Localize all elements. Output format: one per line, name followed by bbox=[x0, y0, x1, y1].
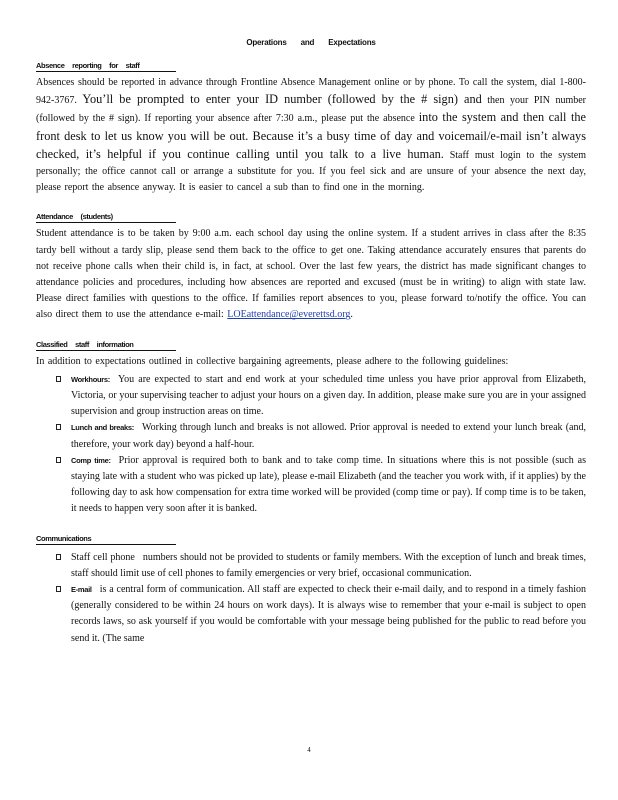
bullet-text: You are expected to start and end work at your scheduled time unless you have prior approval from Elizabeth, Victoria, or your supervising teacher to adjust your hours on a given day. In addition, please make sure you are in your assigned supervision and group instruction areas on time. bbox=[71, 373, 586, 418]
absence-text-1: Absences should be reported in advance through Frontline Absence Management online or by phone. To call the system, dial 1-800-942-3767. bbox=[36, 77, 586, 107]
communications-heading: Communications bbox=[36, 534, 176, 545]
communications-section bbox=[36, 528, 586, 647]
classified-section bbox=[36, 334, 586, 518]
page-title: Operations and Expectations bbox=[246, 38, 376, 47]
attendance-text-end: . bbox=[350, 309, 353, 321]
bullet-text: Prior approval is required both to bank and to take comp time. In situations where this is not possible (such as staying late with a student who was picked up late), please e-mail Elizabeth (and the teacher you work with, if it applies) by the following day to ask how compensation for extra time worked will be provided (comp time or pay). If comp time is to be taken, it needs to happen very soon after it is banked. bbox=[71, 454, 586, 515]
bullet-text: is a central form of communication. All staff are expected to check their e-mail daily, and to respond in a timely fashion (generally considered to be within 24 hours on work days). It is always wise to remember that your e-mail is subject to open records laws, so ask yourself if you would be comfortable with your message being published for the public to read before you send it. (The same bbox=[71, 584, 586, 644]
list-item bbox=[56, 550, 586, 582]
checkbox-bullet-icon bbox=[56, 586, 61, 592]
absence-heading: Absence reporting for staff bbox=[36, 61, 176, 72]
bullet-text: Working through lunch and breaks is not allowed. Prior approval is needed to extend your lunch break (and, therefore, your work day) beyond a half-hour. bbox=[71, 422, 586, 450]
absence-section bbox=[36, 55, 586, 196]
absence-text-3: then your PIN number (followed by the # sign). If reporting your absence after 7:30 a.m., please put the absence bbox=[36, 95, 586, 125]
list-item bbox=[56, 420, 586, 452]
checkbox-bullet-icon bbox=[56, 376, 61, 382]
absence-text-2: You’ll be prompted to enter your ID number (followed by the # sign) and bbox=[82, 92, 482, 107]
bullet-lead: E-mail bbox=[71, 585, 92, 595]
absence-text-4: into the system and then call the front desk to let us know you will be out. Because it’s a busy time of day and voicemail/e-mail isn’t always checked, it’s helpful if you continue calling until you talk to a live human. bbox=[36, 110, 586, 161]
checkbox-bullet-icon bbox=[56, 554, 61, 560]
communications-bullet-list bbox=[36, 550, 586, 647]
bullet-text: numbers should not be provided to students or family members. With the exception of lunch and break times, staff should limit use of cell phones to family emergencies or very brief, occasional communication. bbox=[71, 551, 586, 579]
attendance-section bbox=[36, 206, 586, 323]
checkbox-bullet-icon bbox=[56, 457, 61, 463]
bullet-lead: Lunch and breaks: bbox=[71, 423, 134, 433]
page-number: 4 bbox=[307, 746, 311, 754]
classified-heading: Classified staff information bbox=[36, 340, 176, 351]
attendance-email-link[interactable]: LOEattendance@everettsd.org bbox=[227, 309, 351, 321]
absence-paragraph bbox=[36, 75, 586, 196]
classified-bullet-list bbox=[36, 372, 586, 518]
checkbox-bullet-icon bbox=[56, 424, 61, 430]
list-item bbox=[56, 582, 586, 647]
attendance-heading: Attendance (students) bbox=[36, 212, 176, 223]
bullet-lead: Workhours: bbox=[71, 374, 110, 384]
classified-intro: In addition to expectations outlined in collective bargaining agreements, please adhere to the following guidelines: bbox=[36, 355, 509, 367]
list-item bbox=[56, 372, 586, 421]
attendance-paragraph bbox=[36, 226, 586, 323]
attendance-text: Student attendance is to be taken by 9:00 a.m. each school day using the online system. If a student arrives in class after the 8:35 tardy bell without a tardy slip, please send them back to the office to get one. Taking attendance accurately ensures that parents do not receive phone calls when their child is, in fact, at school. Over the last few years, the district has made significant changes to attendance policies and procedures, including how absences are reported and excused (must be in writing) to align with state law. Please direct families with questions to the office. If families report absences to you, please forward to/notify the office. You can also direct them to use the attendance e-mail: bbox=[36, 228, 586, 321]
list-item bbox=[56, 453, 586, 518]
bullet-lead: Comp time: bbox=[71, 455, 111, 465]
absence-text-5: Staff must login to the system personally; the office cannot call or arrange a substitute for you. If you feel sick and are unsure of your absence the next day, please report the absence anyway. It is easier to cancel a sub than to find one in the morning. bbox=[36, 149, 586, 194]
bullet-lead: Staff cell phone bbox=[71, 551, 135, 563]
